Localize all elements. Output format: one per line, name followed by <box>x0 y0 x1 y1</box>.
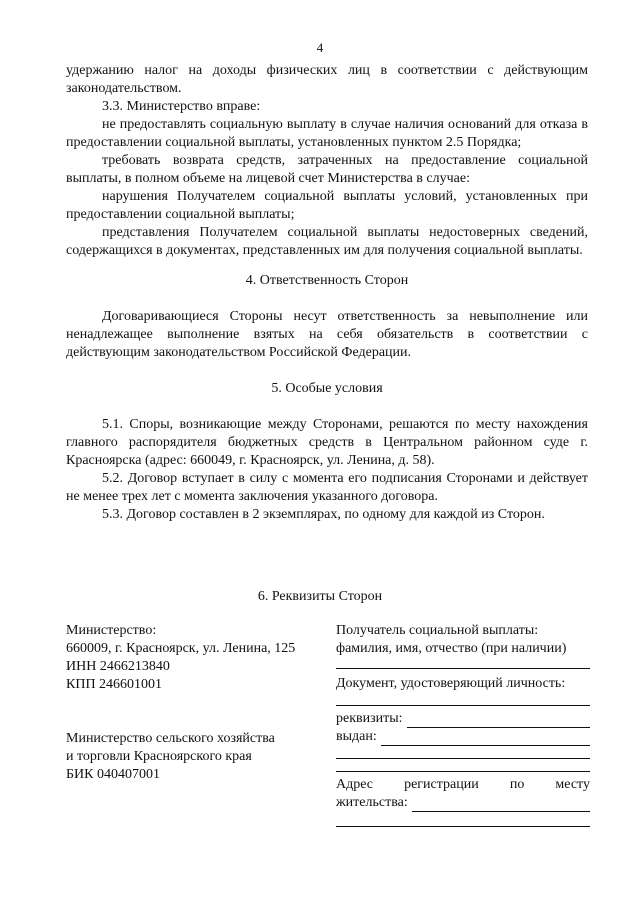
ministry-requisites <box>66 622 326 784</box>
recipient-fio-label: фамилия, имя, отчество (при наличии) <box>336 641 567 656</box>
fio-blank-line <box>336 658 590 669</box>
requisites-field <box>336 710 590 728</box>
id-blank-line <box>336 693 590 706</box>
recipient-label: Получатель социальной выплаты: <box>336 623 539 638</box>
address-word-4: месту <box>555 777 590 792</box>
clause-5-1: 5.1. Споры, возникающие между Сторонами, решаются по месту нахождения главного распорядителя бюджетных средств в Центральном районном суде г. Красноярска (адрес: 660049, г. Красноярск, ул. Ленина, д. 58). <box>66 417 588 468</box>
section-6-title: 6. Реквизиты Сторон <box>257 589 383 604</box>
ministry-label: Министерство: <box>66 623 157 638</box>
recipient-requisites <box>336 622 590 827</box>
clause-3-3: 3.3. Министерство вправе: <box>102 99 261 114</box>
issued-blank-line-2 <box>336 746 590 759</box>
residence-field <box>336 794 590 812</box>
ministry-kpp: КПП 246601001 <box>66 677 163 692</box>
section-4-title: 4. Ответственность Сторон <box>245 273 409 288</box>
clause-5-2: 5.2. Договор вступает в силу с момента его подписания Сторонами и действует не менее трех лет с момента заключения указанного договора. <box>66 471 588 504</box>
address-word-2: регистрации <box>404 777 479 792</box>
page-number: 4 <box>316 40 324 55</box>
issued-field <box>336 728 590 746</box>
clause-3-3-a: не предоставлять социальную выплату в случае наличия оснований для отказа в предоставлении социальной выплаты, установленных пунктом 2.5 Порядка; <box>66 117 588 150</box>
clause-5-3: 5.3. Договор составлен в 2 экземплярах, по одному для каждой из Сторон. <box>102 507 545 522</box>
address-word-1: Адрес <box>336 777 374 792</box>
section-4-text: Договаривающиеся Стороны несут ответственность за невыполнение или ненадлежащее выполнение взятых на себя обязательств в соответствии с действующим законодательством Российской Федерации. <box>66 309 588 360</box>
address-label-row <box>336 776 590 794</box>
intro-line-2: законодательством. <box>66 81 182 96</box>
id-document-label: Документ, удостоверяющий личность: <box>336 676 566 691</box>
ministry-name-1: Министерство сельского хозяйства <box>66 731 275 746</box>
issued-label: выдан: <box>336 729 377 744</box>
clause-3-3-b: требовать возврата средств, затраченных на предоставление социальной выплаты, в полном объеме на лицевой счет Министерства в случае: <box>66 153 588 186</box>
clause-3-3-b1: нарушения Получателем социальной выплаты условий, установленных при предоставлении социальной выплаты; <box>66 189 588 222</box>
requisites-blank <box>407 713 590 728</box>
issued-blank-line-3 <box>336 759 590 772</box>
address-word-3: по <box>509 777 525 792</box>
ministry-inn: ИНН 2466213840 <box>66 659 170 674</box>
ministry-name-2: и торговли Красноярского края <box>66 749 252 764</box>
ministry-address: 660009, г. Красноярск, ул. Ленина, 125 <box>66 641 296 656</box>
residence-blank-line-2 <box>336 812 590 827</box>
residence-blank <box>412 797 590 812</box>
intro-line-1: удержанию налог на доходы физических лиц в соответствии с действующим <box>66 63 588 78</box>
issued-blank <box>381 731 590 746</box>
section-5-title: 5. Особые условия <box>271 381 383 396</box>
body-text <box>66 62 588 524</box>
requisites-label: реквизиты: <box>336 711 403 726</box>
clause-3-3-b2: представления Получателем социальной выплаты недостоверных сведений, содержащихся в документах, представленных им для получения социальной выплаты. <box>66 225 588 258</box>
ministry-bik: БИК 040407001 <box>66 767 160 782</box>
residence-label: жительства: <box>336 795 408 810</box>
